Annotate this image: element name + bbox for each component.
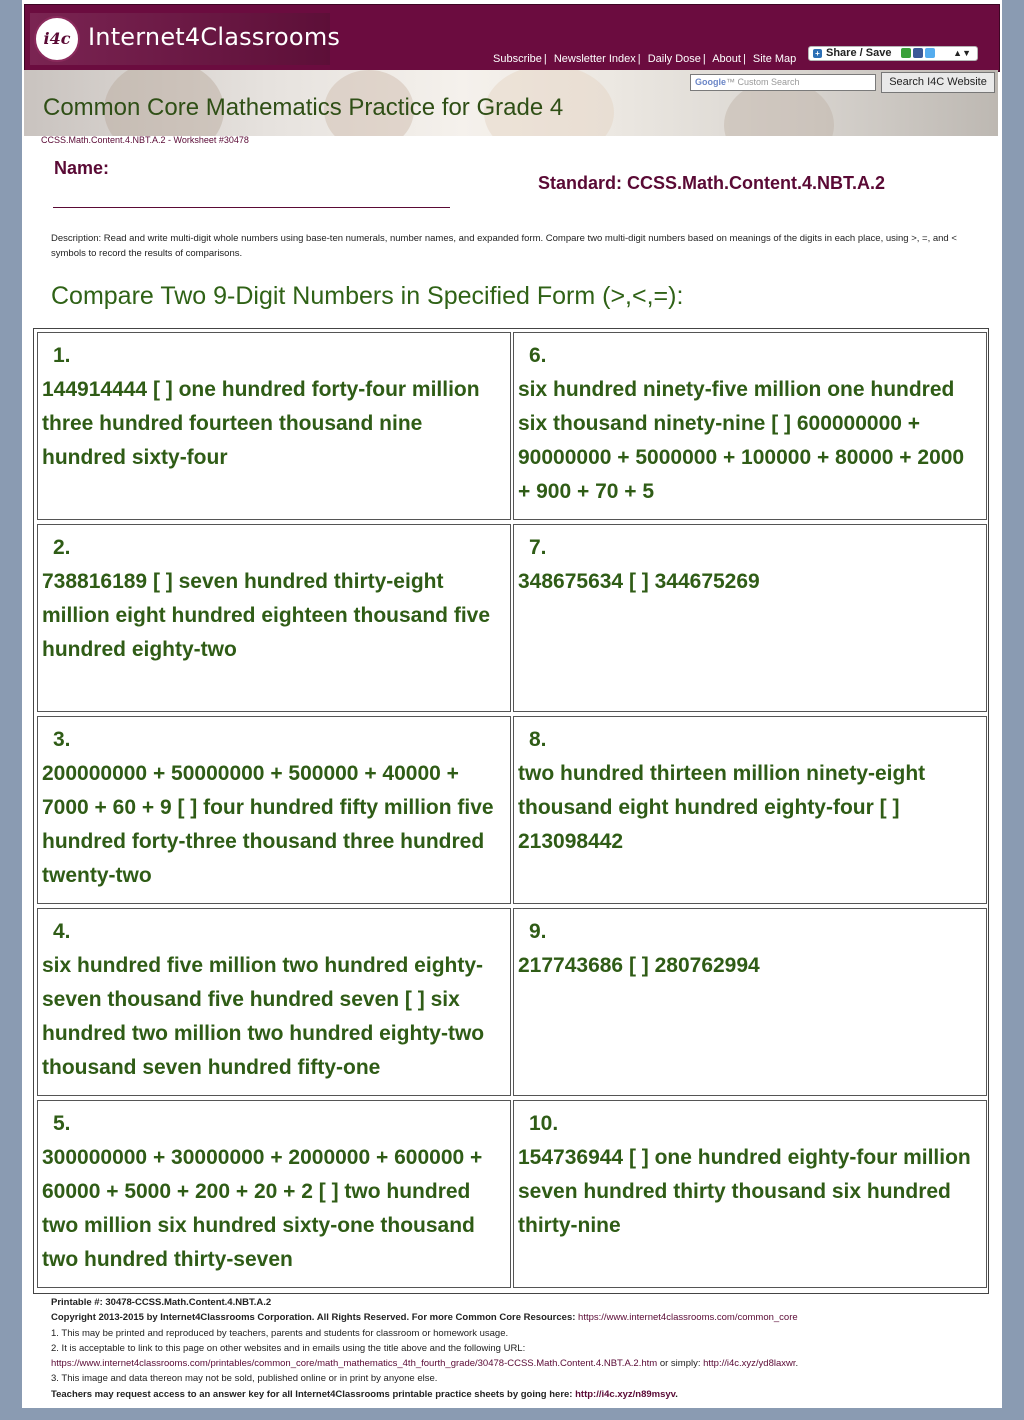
worksheet-page — [22, 0, 1002, 1408]
problem-number: 3. — [53, 728, 71, 751]
problem-number: 1. — [53, 344, 71, 367]
url-or-text: or simply: — [657, 1358, 704, 1370]
answer-key-text: Teachers may request access to an answer key for all Internet4Classrooms printable practice sheets by going here: — [51, 1388, 576, 1400]
problem-cell-7 — [513, 524, 987, 712]
site-logo[interactable] — [30, 13, 341, 65]
short-url-link[interactable]: http://i4c.xyz/yd8laxwr — [703, 1358, 796, 1370]
problem-number: 10. — [529, 1112, 559, 1135]
problem-text: 200000000 + 50000000 + 500000 + 40000 + 7000 + 60 + 9 [ ] four hundred fifty million five hundred forty-three thousand three hundred twenty-two — [42, 762, 494, 887]
site-header — [24, 4, 1000, 72]
share-icon — [901, 48, 911, 58]
nav-link-subscribe[interactable]: Subscribe — [493, 53, 542, 65]
name-label: Name: — [54, 158, 110, 178]
copyright-text: Copyright 2013-2015 by Internet4Classrooms Corporation. All Rights Reserved. For more Common Core Resources: — [51, 1312, 579, 1324]
problem-text: 217743686 [ ] 280762994 — [518, 954, 760, 977]
usage-note-2: 2. It is acceptable to link to this page on other websites and in emails using the title above and the following URL: — [51, 1342, 526, 1354]
problem-text: 738816189 [ ] seven hundred thirty-eight million eight hundred eighteen thousand five hundred eighty-two — [42, 570, 491, 661]
top-nav: Subscribe | Newsletter Index | Daily Dose | About | Site Map — [493, 53, 797, 65]
worksheet-title: Compare Two 9-Digit Numbers in Specified Form (>,<,=): — [51, 282, 684, 310]
page-title: Common Core Mathematics Practice for Grade 4 — [43, 94, 564, 121]
copyright-line — [51, 1310, 991, 1325]
problem-number: 8. — [529, 728, 547, 751]
problem-text: six hundred five million two hundred eighty-seven thousand five hundred seven [ ] six hundred two million two hundred eighty-two thousand seven hundred fifty-one — [42, 954, 485, 1079]
problem-text: six hundred ninety-five million one hundred six thousand ninety-nine [ ] 600000000 + 90000000 + 5000000 + 100000 + 80000 + 2000 + 900 + 70 + 5 — [518, 378, 965, 503]
problem-cell-2 — [37, 524, 511, 712]
name-write-line — [53, 207, 450, 208]
problem-cell-8 — [513, 716, 987, 904]
share-label: Share / Save — [826, 47, 892, 59]
chevron-updown-icon: ▲▼ — [953, 48, 971, 58]
url-end: . — [795, 1358, 799, 1370]
problem-cell-1 — [37, 332, 511, 520]
problem-cell-4 — [37, 908, 511, 1096]
standard-label: Standard: CCSS.Math.Content.4.NBT.A.2 — [538, 173, 886, 193]
printable-number: Printable #: 30478-CCSS.Math.Content.4.NBT.A.2 — [51, 1297, 272, 1308]
nav-link-about[interactable]: About — [712, 53, 741, 65]
search-input[interactable]: Google™ Custom Search — [690, 74, 876, 91]
facebook-icon — [913, 48, 923, 58]
share-save-button[interactable] — [808, 46, 978, 61]
answer-key-end: . — [675, 1388, 678, 1400]
usage-note-3: 3. This image and data thereon may not be sold, published online or in print by anyone else. — [51, 1373, 438, 1385]
description: Description: Read and write multi-digit whole numbers using base-ten numerals, number names, and expanded form. Compare two multi-digit numbers based on meanings of the digits in each place, using >, =, and < symbols to record the results of comparisons. — [51, 233, 957, 259]
problem-cell-5 — [37, 1100, 511, 1288]
common-core-link[interactable]: https://www.internet4classrooms.com/common_core — [578, 1312, 798, 1324]
problem-text: two hundred thirteen million ninety-eight thousand eight hundred eighty-four [ ] 213098442 — [518, 762, 926, 853]
twitter-icon — [925, 48, 935, 58]
problem-cell-3 — [37, 716, 511, 904]
logo-text: Internet4Classrooms — [88, 23, 341, 51]
nav-link-daily-dose[interactable]: Daily Dose — [647, 53, 701, 65]
problem-number: 5. — [53, 1112, 71, 1135]
problem-cell-10 — [513, 1100, 987, 1288]
problem-text: 144914444 [ ] one hundred forty-four million three hundred fourteen thousand nine hundred sixty-four — [42, 378, 480, 469]
problems-table — [33, 328, 989, 1294]
share-plus-icon: + — [813, 49, 822, 58]
search-button[interactable]: Search I4C Website — [881, 72, 995, 93]
problem-cell-9 — [513, 908, 987, 1096]
page-banner — [24, 70, 998, 136]
problem-number: 6. — [529, 344, 547, 367]
answer-key-line — [51, 1387, 991, 1402]
problem-number: 7. — [529, 536, 547, 559]
worksheet-url-link[interactable]: https://www.internet4classrooms.com/printables/common_core/math_mathematics_4th_fourth_grade/30478-CCSS.Math.Content.4.NBT.A.2.htm — [51, 1358, 658, 1370]
answer-key-link[interactable]: http://i4c.xyz/n89msyv — [575, 1388, 676, 1400]
footer — [51, 1295, 991, 1402]
i4c-logo-icon: i4c — [34, 16, 80, 62]
problem-number: 9. — [529, 920, 547, 943]
nav-link-site-map[interactable]: Site Map — [752, 53, 797, 65]
problem-number: 2. — [53, 536, 71, 559]
problem-text: 154736944 [ ] one hundred eighty-four million seven hundred thirty thousand six hundred thirty-nine — [518, 1146, 971, 1237]
google-logo: Google — [695, 77, 726, 87]
problem-text: 348675634 [ ] 344675269 — [518, 570, 760, 593]
breadcrumb: CCSS.Math.Content.4.NBT.A.2 - Worksheet #30478 — [41, 135, 249, 145]
problem-cell-6 — [513, 332, 987, 520]
problem-text: 300000000 + 30000000 + 2000000 + 600000 + 60000 + 5000 + 200 + 20 + 2 [ ] two hundred two million six hundred sixty-one thousand two hundred thirty-seven — [42, 1146, 483, 1271]
problem-number: 4. — [53, 920, 71, 943]
usage-note-1: 1. This may be printed and reproduced by teachers, parents and students for classroom or homework usage. — [51, 1327, 509, 1339]
usage-url-line — [51, 1356, 991, 1371]
search-placeholder: Custom Search — [737, 77, 800, 87]
nav-link-newsletter-index[interactable]: Newsletter Index — [553, 53, 636, 65]
